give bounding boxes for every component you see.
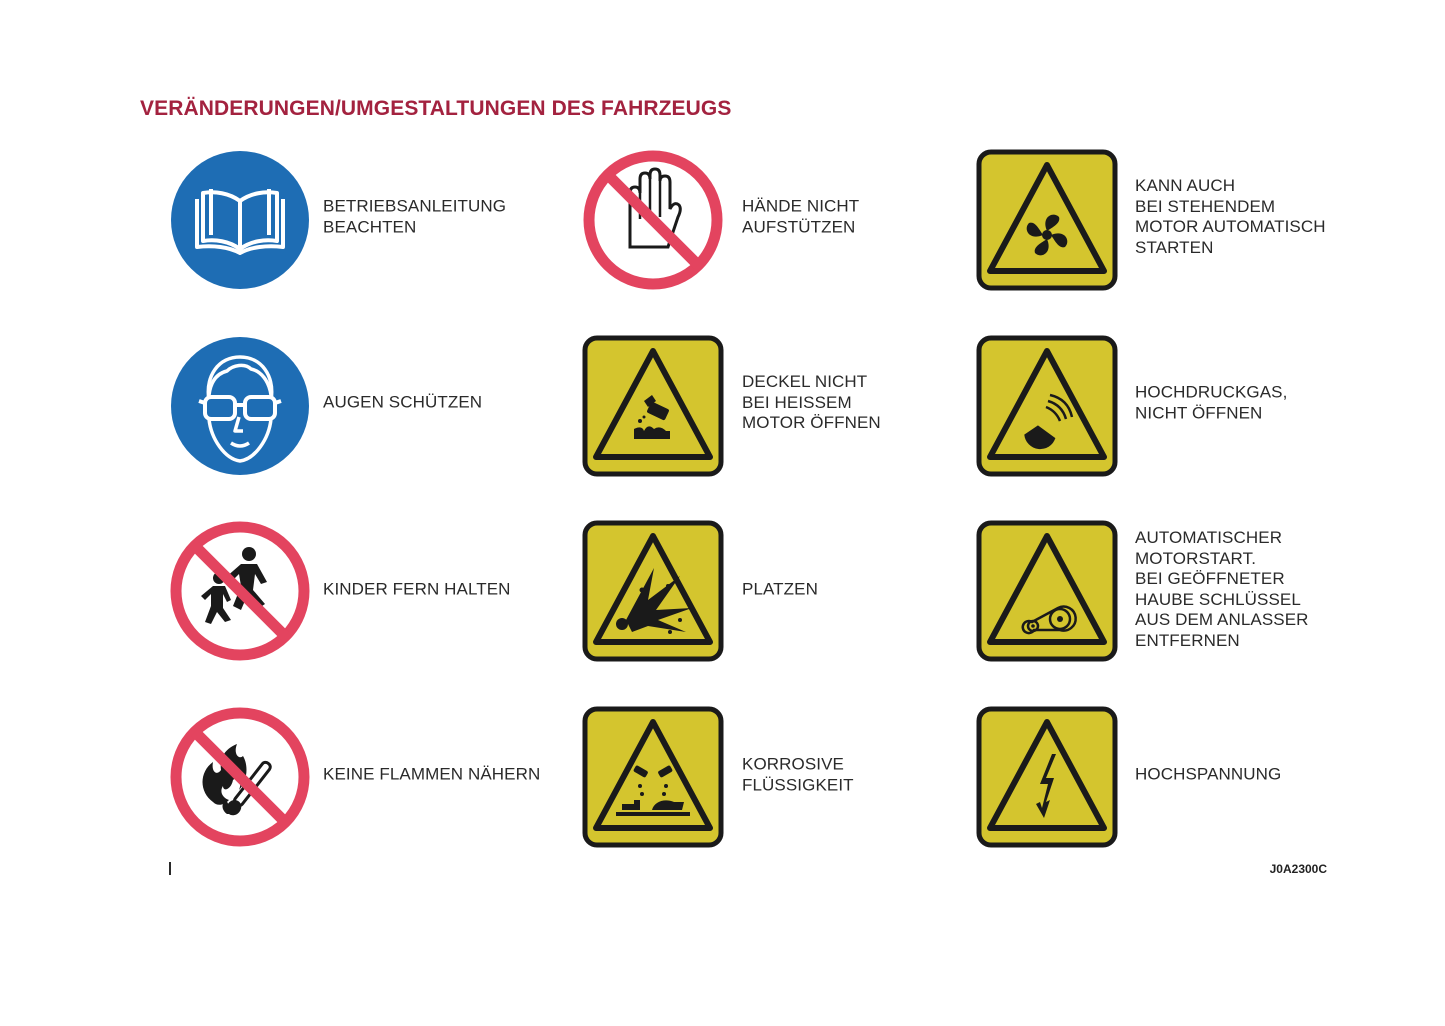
sign-label-explosion: PLATZEN [742, 579, 818, 599]
eye-protection-icon [169, 335, 311, 477]
sign-label-no-open-flame: KEINE FLAMMEN NÄHERN [323, 764, 541, 784]
hot-cap-warning-icon [582, 335, 724, 477]
no-open-flame-icon [169, 706, 311, 848]
sign-label-no-hand-rest: HÄNDE NICHT AUFSTÜTZEN [742, 196, 860, 236]
sign-label-high-pressure-gas: HOCHDRUCKGAS, NICHT ÖFFNEN [1135, 382, 1288, 422]
explosion-warning-icon [582, 520, 724, 662]
page-title: VERÄNDERUNGEN/UMGESTALTUNGEN DES FAHRZEUGS [140, 97, 732, 120]
read-manual-icon [169, 149, 311, 291]
sign-label-belt-drive: AUTOMATISCHER MOTORSTART. BEI GEÖFFNETER HAUBE SCHLÜSSEL AUS DEM ANLASSER ENTFERNEN [1135, 528, 1309, 651]
sign-label-hot-cap: DECKEL NICHT BEI HEISSEM MOTOR ÖFFNEN [742, 372, 881, 433]
corrosive-liquid-icon [582, 706, 724, 848]
sign-label-read-manual: BETRIEBSANLEITUNG BEACHTEN [323, 196, 507, 236]
sign-label-eye-protection: AUGEN SCHÜTZEN [323, 392, 483, 412]
sign-label-fan-warning: KANN AUCH BEI STEHENDEM MOTOR AUTOMATISCH STARTEN [1135, 175, 1326, 257]
margin-marker [169, 862, 171, 875]
sign-label-corrosive: KORROSIVE FLÜSSIGKEIT [742, 754, 854, 794]
fan-warning-icon [976, 149, 1118, 291]
figure-code: J0A2300C [1269, 862, 1327, 876]
high-voltage-icon [976, 706, 1118, 848]
sign-label-keep-children-away: KINDER FERN HALTEN [323, 579, 511, 599]
belt-drive-warning-icon [976, 520, 1118, 662]
high-pressure-gas-icon [976, 335, 1118, 477]
sign-label-high-voltage: HOCHSPANNUNG [1135, 764, 1282, 784]
keep-children-away-icon [169, 520, 311, 662]
no-hand-rest-icon [582, 149, 724, 291]
